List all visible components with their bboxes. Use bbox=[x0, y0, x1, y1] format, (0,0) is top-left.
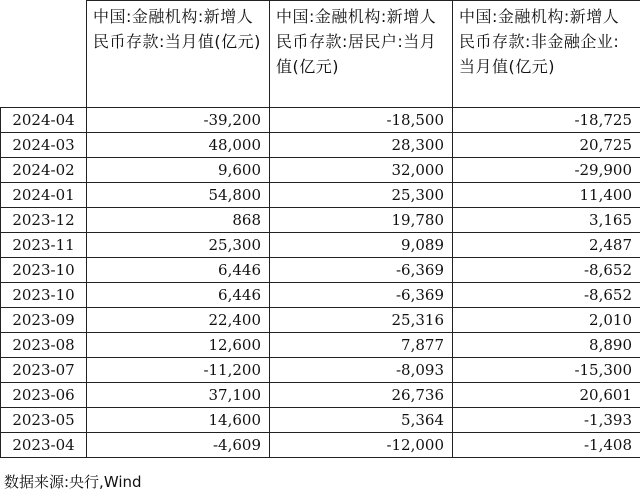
date-cell: 2024-01 bbox=[1, 183, 87, 208]
table-row bbox=[1, 358, 640, 383]
corporate-cell: -8,652 bbox=[453, 283, 640, 308]
date-cell: 2023-05 bbox=[1, 408, 87, 433]
corporate-cell: -18,725 bbox=[453, 108, 640, 133]
total-cell: -39,200 bbox=[87, 108, 270, 133]
date-cell: 2024-03 bbox=[1, 133, 87, 158]
total-cell: 9,600 bbox=[87, 158, 270, 183]
corporate-cell: 11,400 bbox=[453, 183, 640, 208]
total-cell: 54,800 bbox=[87, 183, 270, 208]
table-header bbox=[1, 1, 640, 108]
corporate-cell: 20,601 bbox=[453, 383, 640, 408]
corporate-cell: 3,165 bbox=[453, 208, 640, 233]
table-row bbox=[1, 158, 640, 183]
date-cell: 2023-10 bbox=[1, 258, 87, 283]
corporate-cell: -29,900 bbox=[453, 158, 640, 183]
date-cell: 2023-04 bbox=[1, 433, 87, 458]
household-cell: -18,500 bbox=[270, 108, 453, 133]
date-cell: 2024-04 bbox=[1, 108, 87, 133]
corporate-cell: 2,487 bbox=[453, 233, 640, 258]
date-cell: 2023-10 bbox=[1, 283, 87, 308]
household-cell: -12,000 bbox=[270, 433, 453, 458]
table-row bbox=[1, 333, 640, 358]
total-cell: 6,446 bbox=[87, 283, 270, 308]
date-cell: 2023-06 bbox=[1, 383, 87, 408]
table-row bbox=[1, 433, 640, 458]
date-cell: 2023-11 bbox=[1, 233, 87, 258]
table-row bbox=[1, 133, 640, 158]
household-cell: 32,000 bbox=[270, 158, 453, 183]
total-cell: -11,200 bbox=[87, 358, 270, 383]
total-cell: 48,000 bbox=[87, 133, 270, 158]
total-cell: 22,400 bbox=[87, 308, 270, 333]
table-row bbox=[1, 283, 640, 308]
corporate-cell: -8,652 bbox=[453, 258, 640, 283]
total-cell: 37,100 bbox=[87, 383, 270, 408]
household-cell: 19,780 bbox=[270, 208, 453, 233]
total-cell: 868 bbox=[87, 208, 270, 233]
table-row bbox=[1, 208, 640, 233]
table-row bbox=[1, 183, 640, 208]
total-cell: 6,446 bbox=[87, 258, 270, 283]
table-body bbox=[1, 108, 640, 458]
header-total-deposits: 中国:金融机构:新增人民币存款:当月值(亿元) bbox=[87, 1, 270, 108]
table-row bbox=[1, 258, 640, 283]
table-row bbox=[1, 108, 640, 133]
household-cell: 7,877 bbox=[270, 333, 453, 358]
table-row bbox=[1, 383, 640, 408]
table-row bbox=[1, 308, 640, 333]
header-household-deposits: 中国:金融机构:新增人民币存款:居民户:当月值(亿元) bbox=[270, 1, 453, 108]
source-note: 数据来源:央行,Wind bbox=[4, 473, 142, 491]
household-cell: 28,300 bbox=[270, 133, 453, 158]
corporate-cell: 20,725 bbox=[453, 133, 640, 158]
corporate-cell: -1,393 bbox=[453, 408, 640, 433]
total-cell: 12,600 bbox=[87, 333, 270, 358]
date-cell: 2024-02 bbox=[1, 158, 87, 183]
household-cell: 25,316 bbox=[270, 308, 453, 333]
household-cell: -8,093 bbox=[270, 358, 453, 383]
household-cell: 9,089 bbox=[270, 233, 453, 258]
date-cell: 2023-07 bbox=[1, 358, 87, 383]
header-date-column bbox=[1, 1, 87, 108]
date-cell: 2023-09 bbox=[1, 308, 87, 333]
corporate-cell: 8,890 bbox=[453, 333, 640, 358]
table-row bbox=[1, 233, 640, 258]
household-cell: 5,364 bbox=[270, 408, 453, 433]
corporate-cell: 2,010 bbox=[453, 308, 640, 333]
household-cell: -6,369 bbox=[270, 283, 453, 308]
total-cell: 14,600 bbox=[87, 408, 270, 433]
date-cell: 2023-08 bbox=[1, 333, 87, 358]
household-cell: -6,369 bbox=[270, 258, 453, 283]
corporate-cell: -15,300 bbox=[453, 358, 640, 383]
header-corporate-deposits: 中国:金融机构:新增人民币存款:非金融企业:当月值(亿元) bbox=[453, 1, 640, 108]
total-cell: -4,609 bbox=[87, 433, 270, 458]
household-cell: 25,300 bbox=[270, 183, 453, 208]
date-cell: 2023-12 bbox=[1, 208, 87, 233]
household-cell: 26,736 bbox=[270, 383, 453, 408]
corporate-cell: -1,408 bbox=[453, 433, 640, 458]
header-row bbox=[1, 1, 640, 108]
total-cell: 25,300 bbox=[87, 233, 270, 258]
table-row bbox=[1, 408, 640, 433]
